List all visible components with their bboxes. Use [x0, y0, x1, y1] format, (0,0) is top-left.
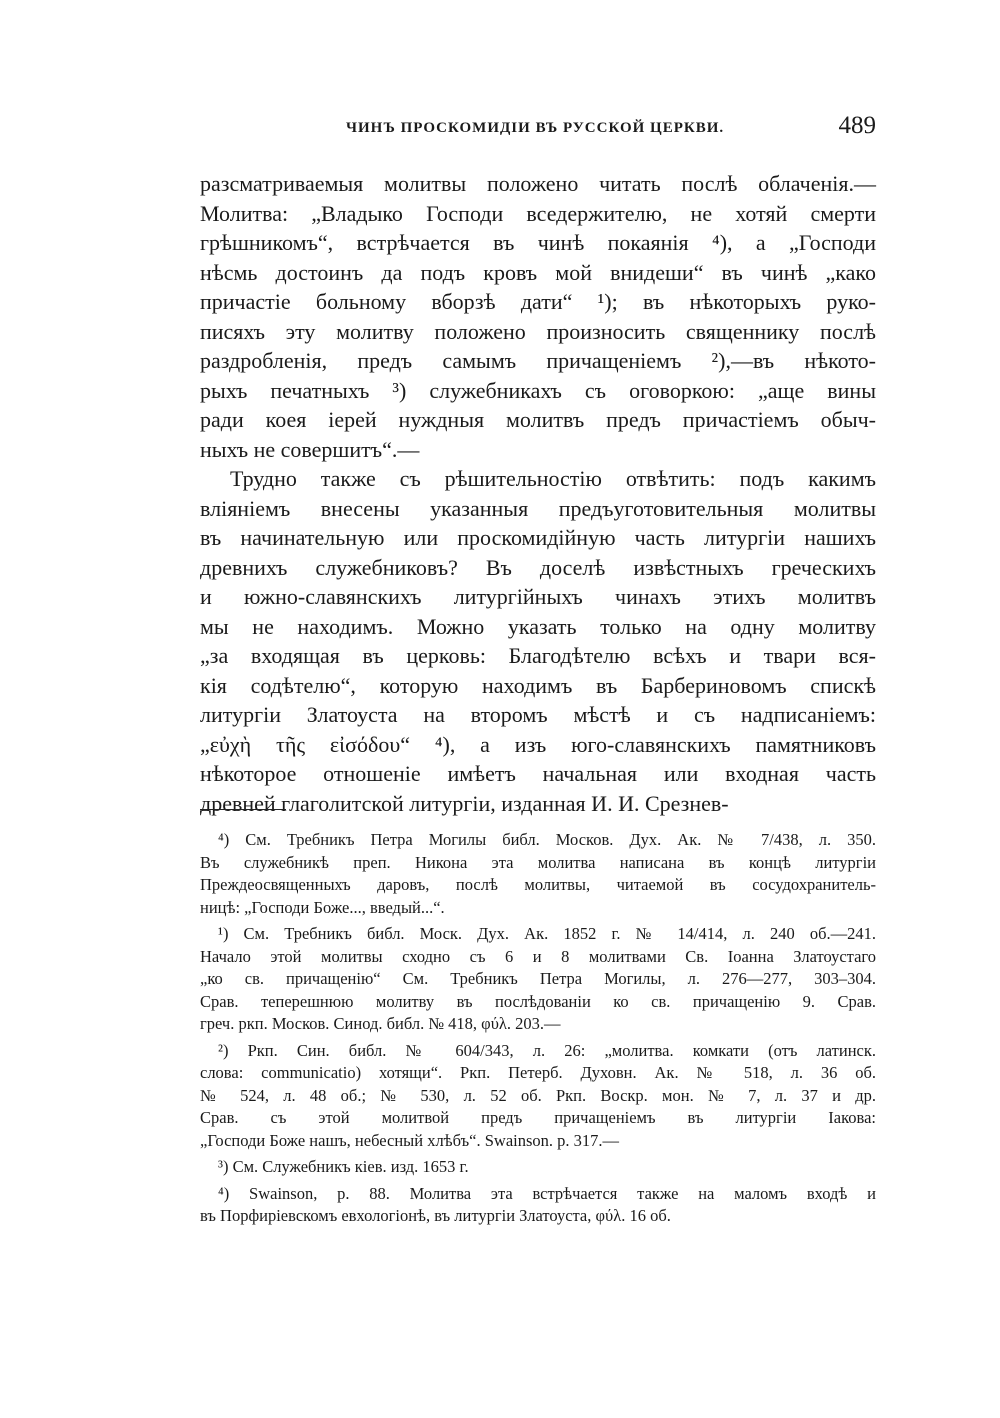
text-line: нѣсмь достоинъ да подъ кровъ мой внидеши“ въ чинѣ „како: [200, 259, 876, 285]
footnote-line: ¹) См. Требникъ библ. Моск. Дух. Ак. 1852 г. № 14/414, л. 240 об.—241.: [218, 924, 876, 943]
footnote-line: греч. ркп. Москов. Синод. библ. № 418, φύλ. 203.—: [200, 1014, 561, 1033]
main-text: [200, 169, 876, 818]
footnote-line: № 524, л. 48 об.; № 530, л. 52 об. Ркп. Воскр. мон. № 7, л. 37 и др.: [200, 1085, 876, 1105]
footnote-line: „ко св. причащенію“ См. Требникъ Петра Могилы, л. 276—277, 303–304.: [200, 969, 876, 988]
footnote-line: Начало этой молитвы сходно съ 6 и 8 молитвами Св. Іоанна Златоустаго: [200, 946, 876, 966]
text-line: рыхъ печатныхъ ³) служебникахъ съ оговоркою: „аще вины: [200, 377, 876, 403]
paragraph-1: [200, 169, 876, 464]
footnote: [200, 1040, 876, 1153]
footnote-line: ницѣ: „Господи Боже..., введый...“.: [200, 897, 445, 917]
text-line: Молитва: „Владыко Господи вседержителю, не хотяй смерти: [200, 200, 876, 226]
footnote-line: ²) Ркп. Син. библ. № 604/343, л. 26: „молитва. комкати (отъ латинск.: [218, 1040, 876, 1060]
text-line: древнихъ служебниковъ? Въ доселѣ извѣстныхъ греческихъ: [200, 554, 876, 580]
paragraph-2: [200, 464, 876, 818]
footnote: [200, 923, 876, 1036]
running-title: ЧИНЪ ПРОСКОМИДІИ ВЪ РУССКОЙ ЦЕРКВИ.: [346, 120, 725, 136]
footnote-line: Преждеосвященныхъ даровъ, послѣ молитвы, читаемой въ сосудохранитель-: [200, 875, 876, 894]
text-line: разсматриваемыя молитвы положено читать послѣ облаченія.—: [200, 171, 876, 196]
page-number: 489: [838, 112, 876, 139]
footnote-line: Въ служебникѣ преп. Никона эта молитва написана въ концѣ литургіи: [200, 852, 876, 872]
footnote-line: ³) См. Служебникъ кіев. изд. 1653 г.: [218, 1157, 469, 1176]
footnote: [200, 829, 876, 919]
text-line: раздробленія, предъ самымъ причащеніемъ ²),—въ нѣкото-: [200, 348, 876, 373]
text-line: въ начинательную или проскомидійную часть литургіи нашихъ: [200, 525, 876, 550]
footnote-line: Срав. съ этой молитвой предъ причащеніемъ въ литургіи Іакова:: [200, 1108, 876, 1127]
text-line: Трудно также съ рѣшительностію отвѣтить: подъ какимъ: [230, 466, 876, 491]
text-line: ради коея іерей нуждныя молитвъ предъ причастіемъ обыч-: [200, 407, 876, 432]
page-header: [200, 112, 876, 152]
text-line: кія содѣтелю“, которую находимъ въ Барбериновомъ спискѣ: [200, 672, 876, 698]
footnote-line: слова: communicatio) хотящи“. Ркп. Петерб. Духовн. Ак. № 518, л. 36 об.: [200, 1063, 876, 1082]
text-line: мы не находимъ. Можно указать только на одну молитву: [200, 613, 876, 639]
footnote-line: ⁴) Swainson, p. 88. Молитва эта встрѣчается также на маломъ входѣ и: [218, 1183, 876, 1203]
text-line: ныхъ не совершитъ“.—: [200, 436, 420, 462]
text-line: нѣкоторое отношеніе имѣетъ начальная или входная часть: [200, 761, 876, 786]
text-line: вліяніемъ внесены указанныя предъуготовительныя молитвы: [200, 495, 876, 521]
text-line: грѣшникомъ“, встрѣчается въ чинѣ покаянія ⁴), а „Господи: [200, 230, 876, 255]
footnote-separator: [200, 809, 286, 810]
footnote: [200, 1183, 876, 1228]
footnote: [200, 1156, 876, 1179]
text-line: древней глаголитской литургіи, изданная И. И. Срезнев-: [200, 790, 729, 816]
footnote-line: Срав. теперешнюю молитву въ послѣдованіи ко св. причащенію 9. Срав.: [200, 991, 876, 1011]
footnote-line: въ Порфиріевскомъ евхологіонѣ, въ литургіи Златоуста, φύλ. 16 об.: [200, 1206, 671, 1225]
text-line: причастіе больному вборзѣ дати“ ¹); въ нѣкоторыхъ руко-: [200, 289, 876, 314]
text-line: „за входящая въ церковь: Благодѣтелю всѣхъ и твари вся-: [200, 643, 876, 668]
text-line: литургіи Златоуста на второмъ мѣстѣ и съ надписаніемъ:: [200, 702, 876, 727]
text-line: писяхъ эту молитву положено произносить священнику послѣ: [200, 318, 876, 344]
footnote-line: ⁴) См. Требникъ Петра Могилы библ. Москов. Дух. Ак. № 7/438, л. 350.: [218, 830, 876, 849]
footnote-line: „Господи Боже нашъ, небесный хлѣбъ“. Swainson. p. 317.—: [200, 1130, 620, 1150]
footnotes: [200, 829, 876, 1232]
text-line: „εὐχὴ τῆς εἰσόδου“ ⁴), а изъ юго-славянскихъ памятниковъ: [200, 731, 876, 757]
text-line: и южно-славянскихъ литургійныхъ чинахъ этихъ молитвъ: [200, 584, 876, 609]
